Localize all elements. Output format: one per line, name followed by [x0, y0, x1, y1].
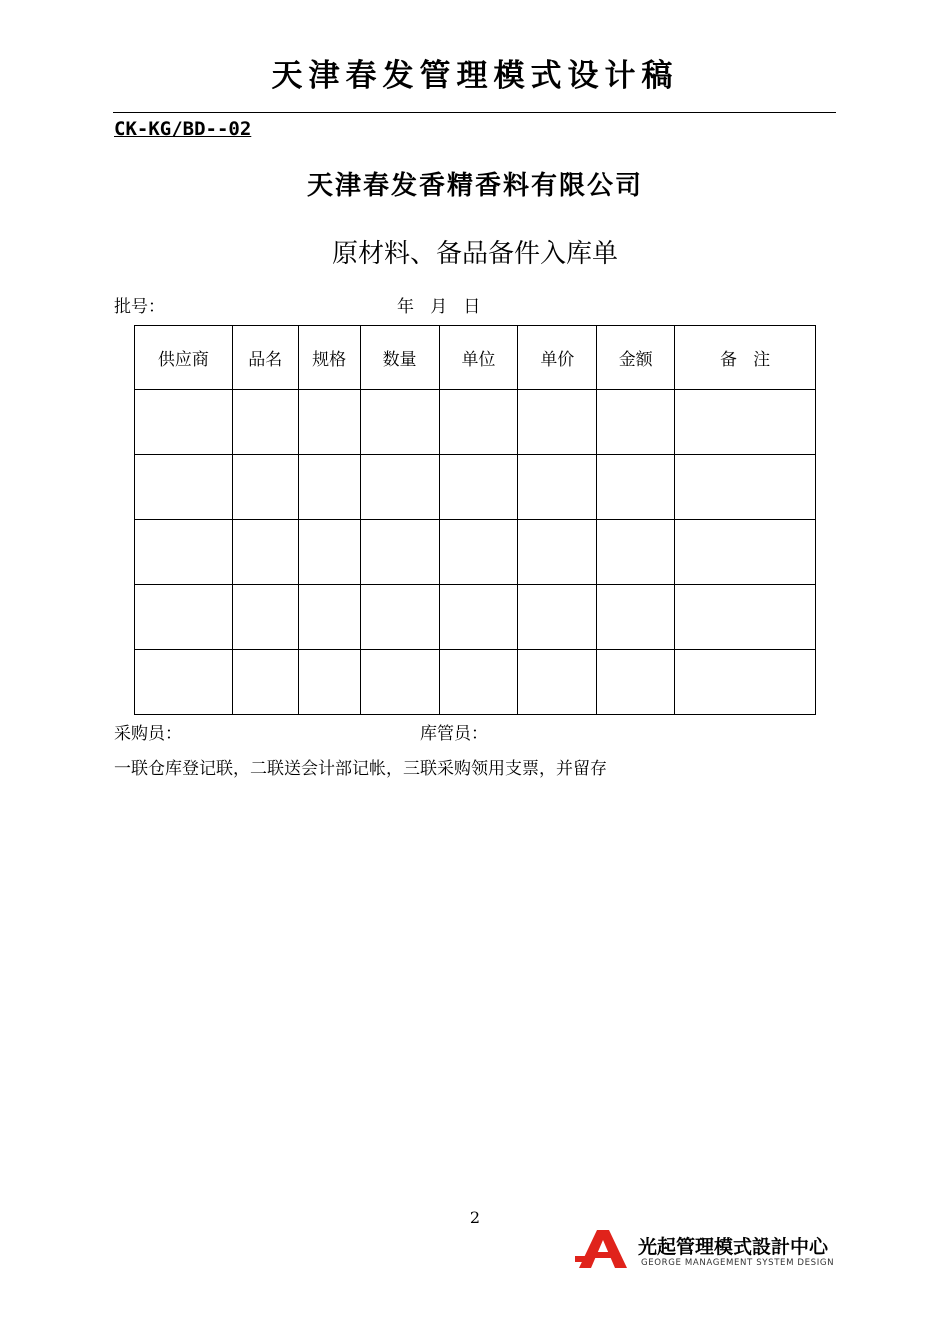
header-divider: [113, 112, 836, 113]
table-cell[interactable]: [298, 390, 360, 455]
table-cell[interactable]: [597, 390, 675, 455]
table-cell[interactable]: [298, 650, 360, 715]
copy-distribution-note: 一联仓库登记联，二联送会计部记帐，三联采购领用支票，并留存: [114, 759, 607, 779]
table-cell[interactable]: [232, 585, 298, 650]
table-cell[interactable]: [298, 585, 360, 650]
table-row: [135, 390, 816, 455]
table-cell[interactable]: [135, 455, 233, 520]
purchaser-label: 采购员：: [114, 724, 182, 744]
table-cell[interactable]: [597, 585, 675, 650]
table-cell[interactable]: [232, 650, 298, 715]
column-header-unit: 单位: [439, 326, 518, 390]
table-cell[interactable]: [135, 650, 233, 715]
column-header-supplier: 供应商: [135, 326, 233, 390]
receipt-table: [134, 325, 816, 715]
column-header-amount: 金额: [597, 326, 675, 390]
table-cell[interactable]: [597, 520, 675, 585]
table-cell[interactable]: [518, 520, 597, 585]
table-cell[interactable]: [597, 455, 675, 520]
date-label: 年 月 日: [397, 297, 481, 317]
table-cell[interactable]: [439, 650, 518, 715]
table-cell[interactable]: [675, 585, 816, 650]
table-cell[interactable]: [135, 585, 233, 650]
table-cell[interactable]: [360, 585, 439, 650]
company-name: 天津春发香精香料有限公司: [306, 171, 643, 201]
table-cell[interactable]: [360, 390, 439, 455]
company-logo-icon: [575, 1228, 635, 1270]
table-cell[interactable]: [298, 520, 360, 585]
table-cell[interactable]: [135, 520, 233, 585]
table-row: [135, 650, 816, 715]
logo-company-name: 光起管理模式設計中心: [638, 1236, 829, 1258]
table-cell[interactable]: [518, 585, 597, 650]
table-cell[interactable]: [439, 585, 518, 650]
table-row: [135, 520, 816, 585]
table-cell[interactable]: [675, 455, 816, 520]
warehouse-keeper-label: 库管员：: [420, 724, 488, 744]
document-code: CK-KG/BD--02: [114, 118, 252, 140]
table-cell[interactable]: [439, 455, 518, 520]
column-header-remarks: 备 注: [675, 326, 816, 390]
table-header-row: [135, 326, 816, 390]
table-row: [135, 455, 816, 520]
page-number: 2: [469, 1208, 481, 1227]
column-header-specification: 规格: [298, 326, 360, 390]
table-cell[interactable]: [439, 390, 518, 455]
table-cell[interactable]: [298, 455, 360, 520]
form-title: 原材料、备品备件入库单: [331, 239, 618, 269]
table-cell[interactable]: [675, 390, 816, 455]
table-cell[interactable]: [360, 455, 439, 520]
column-header-quantity: 数量: [360, 326, 439, 390]
column-header-unit-price: 单价: [518, 326, 597, 390]
table-cell[interactable]: [518, 650, 597, 715]
column-header-product-name: 品名: [232, 326, 298, 390]
logo-english-name: GEORGE MANAGEMENT SYSTEM DESIGN: [641, 1258, 835, 1268]
table-cell[interactable]: [360, 520, 439, 585]
table-cell[interactable]: [439, 520, 518, 585]
table-cell[interactable]: [232, 520, 298, 585]
batch-number-label: 批号：: [114, 297, 165, 317]
table-cell[interactable]: [597, 650, 675, 715]
table-row: [135, 585, 816, 650]
document-header-title: 天津春发管理模式设计稿: [271, 58, 679, 94]
table-cell[interactable]: [232, 390, 298, 455]
table-cell[interactable]: [518, 455, 597, 520]
table-cell[interactable]: [675, 520, 816, 585]
table-cell[interactable]: [675, 650, 816, 715]
table-cell[interactable]: [360, 650, 439, 715]
table-cell[interactable]: [232, 455, 298, 520]
table-cell[interactable]: [518, 390, 597, 455]
table-cell[interactable]: [135, 390, 233, 455]
